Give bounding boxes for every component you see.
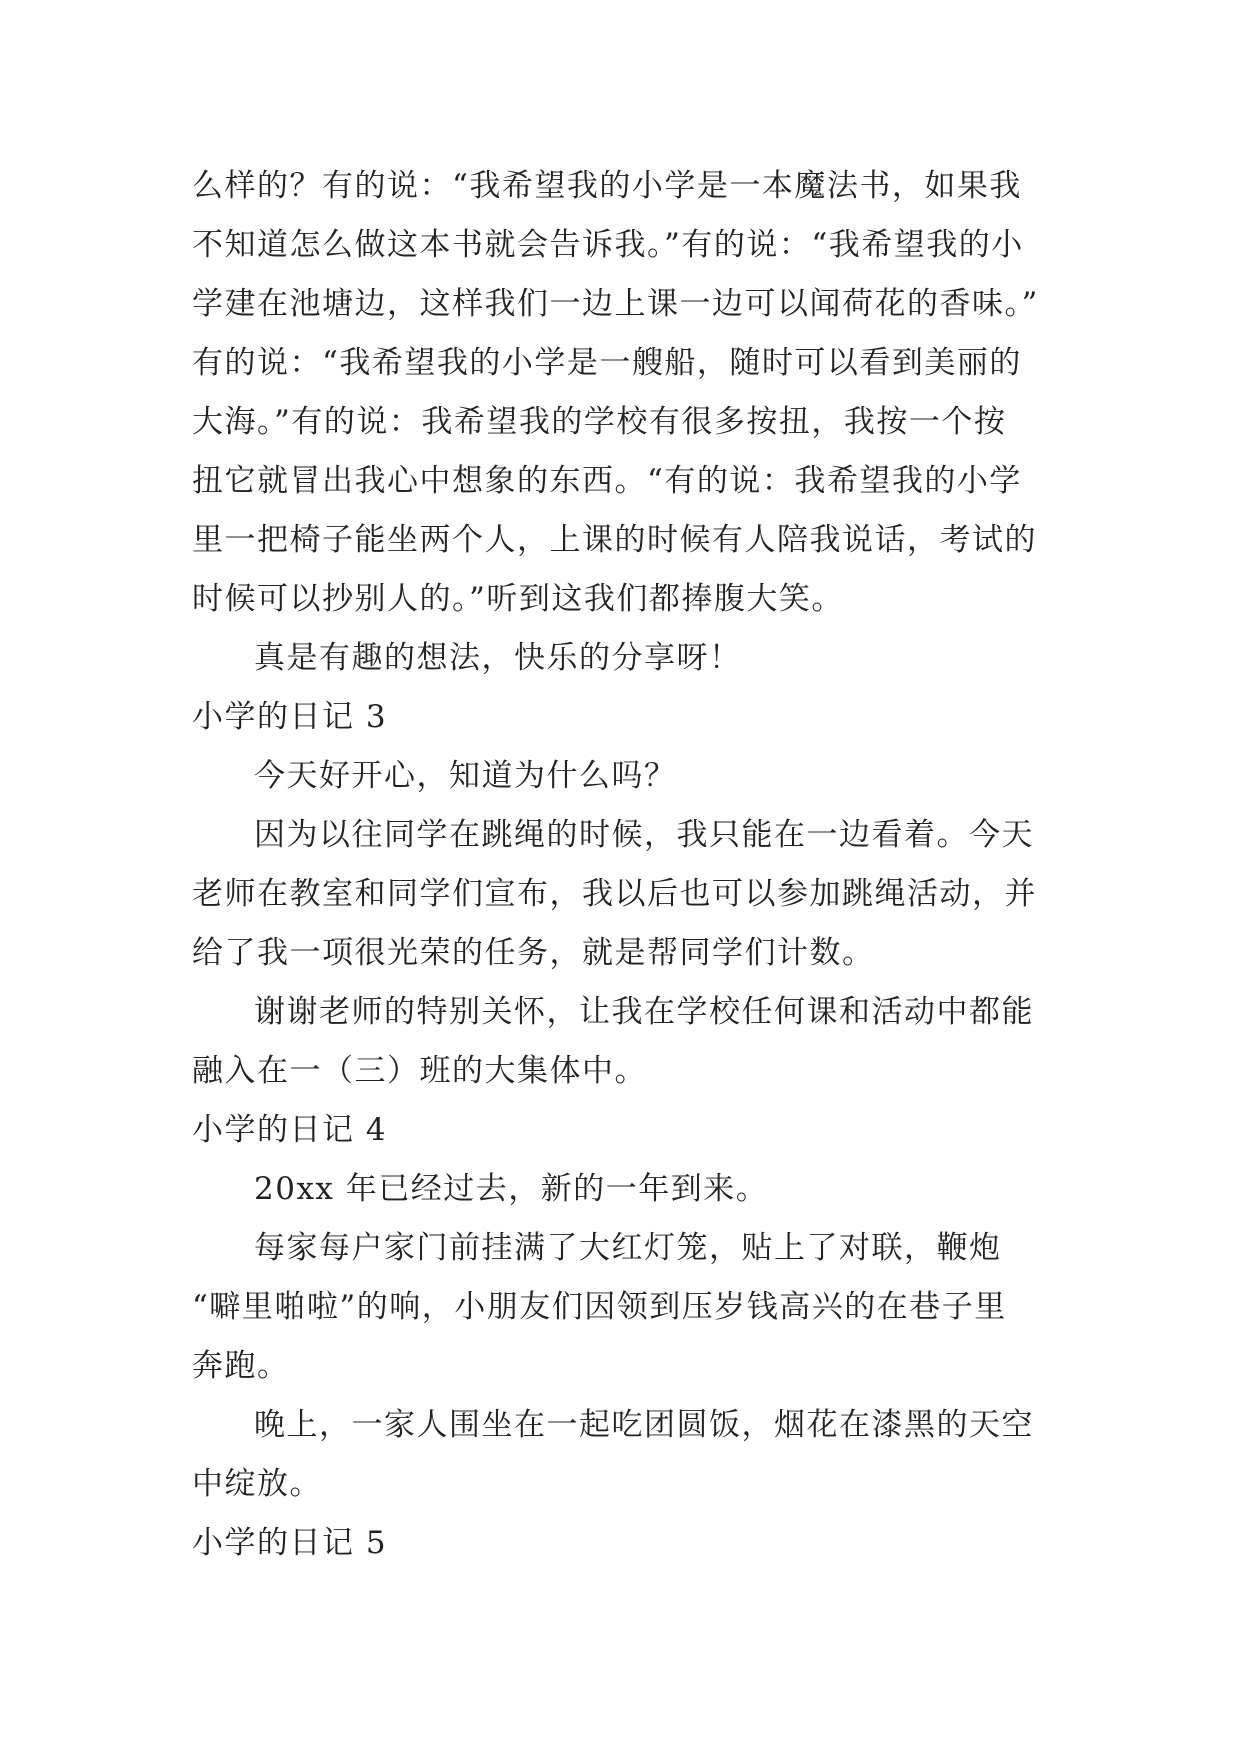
text-line: 不知道怎么做这本书就会告诉我。”有的说：“我希望我的小	[192, 227, 1024, 263]
text-line: 扭它就冒出我心中想象的东西。“有的说：我希望我的小学	[192, 463, 1022, 499]
diary-heading-5: 小学的日记 5	[192, 1525, 388, 1561]
text-line: 晚上，一家人围坐在一起吃团圆饭，烟花在漆黑的天空	[254, 1407, 1034, 1443]
document-body	[192, 157, 1052, 1573]
text-line: 给了我一项很光荣的任务，就是帮同学们计数。	[192, 935, 875, 971]
diary-heading-3: 小学的日记 3	[192, 699, 388, 735]
text-line: 真是有趣的想法，快乐的分享呀！	[254, 640, 742, 676]
text-line: 有的说：“我希望我的小学是一艘船，随时可以看到美丽的	[192, 345, 1022, 381]
text-line: 中绽放。	[192, 1466, 322, 1502]
text-line: 谢谢老师的特别关怀，让我在学校任何课和活动中都能	[254, 994, 1034, 1030]
text-line: 老师在教室和同学们宣布，我以后也可以参加跳绳活动，并	[192, 876, 1037, 912]
text-line: 时候可以抄别人的。”听到这我们都捧腹大笑。	[192, 581, 844, 617]
text-line: 奔跑。	[192, 1348, 290, 1384]
text-line: 里一把椅子能坐两个人，上课的时候有人陪我说话，考试的	[192, 522, 1037, 558]
text-line: 今天好开心，知道为什么吗？	[254, 758, 677, 794]
text-line: 大海。”有的说：我希望我的学校有很多按扭，我按一个按	[192, 404, 1007, 440]
text-line: 学建在池塘边，这样我们一边上课一边可以闻荷花的香味。”	[192, 286, 1039, 322]
text-line: 融入在一（三）班的大集体中。	[192, 1053, 647, 1089]
text-line: 20xx 年已经过去，新的一年到来。	[254, 1171, 769, 1207]
text-line: “噼里啪啦”的响，小朋友们因领到压岁钱高兴的在巷子里	[192, 1289, 1007, 1325]
text-line: 每家每户家门前挂满了大红灯笼，贴上了对联，鞭炮	[254, 1230, 1002, 1266]
diary-heading-4: 小学的日记 4	[192, 1112, 388, 1148]
text-line: 因为以往同学在跳绳的时候，我只能在一边看着。今天	[254, 817, 1034, 853]
text-line: 么样的？有的说：“我希望我的小学是一本魔法书，如果我	[192, 168, 1022, 204]
